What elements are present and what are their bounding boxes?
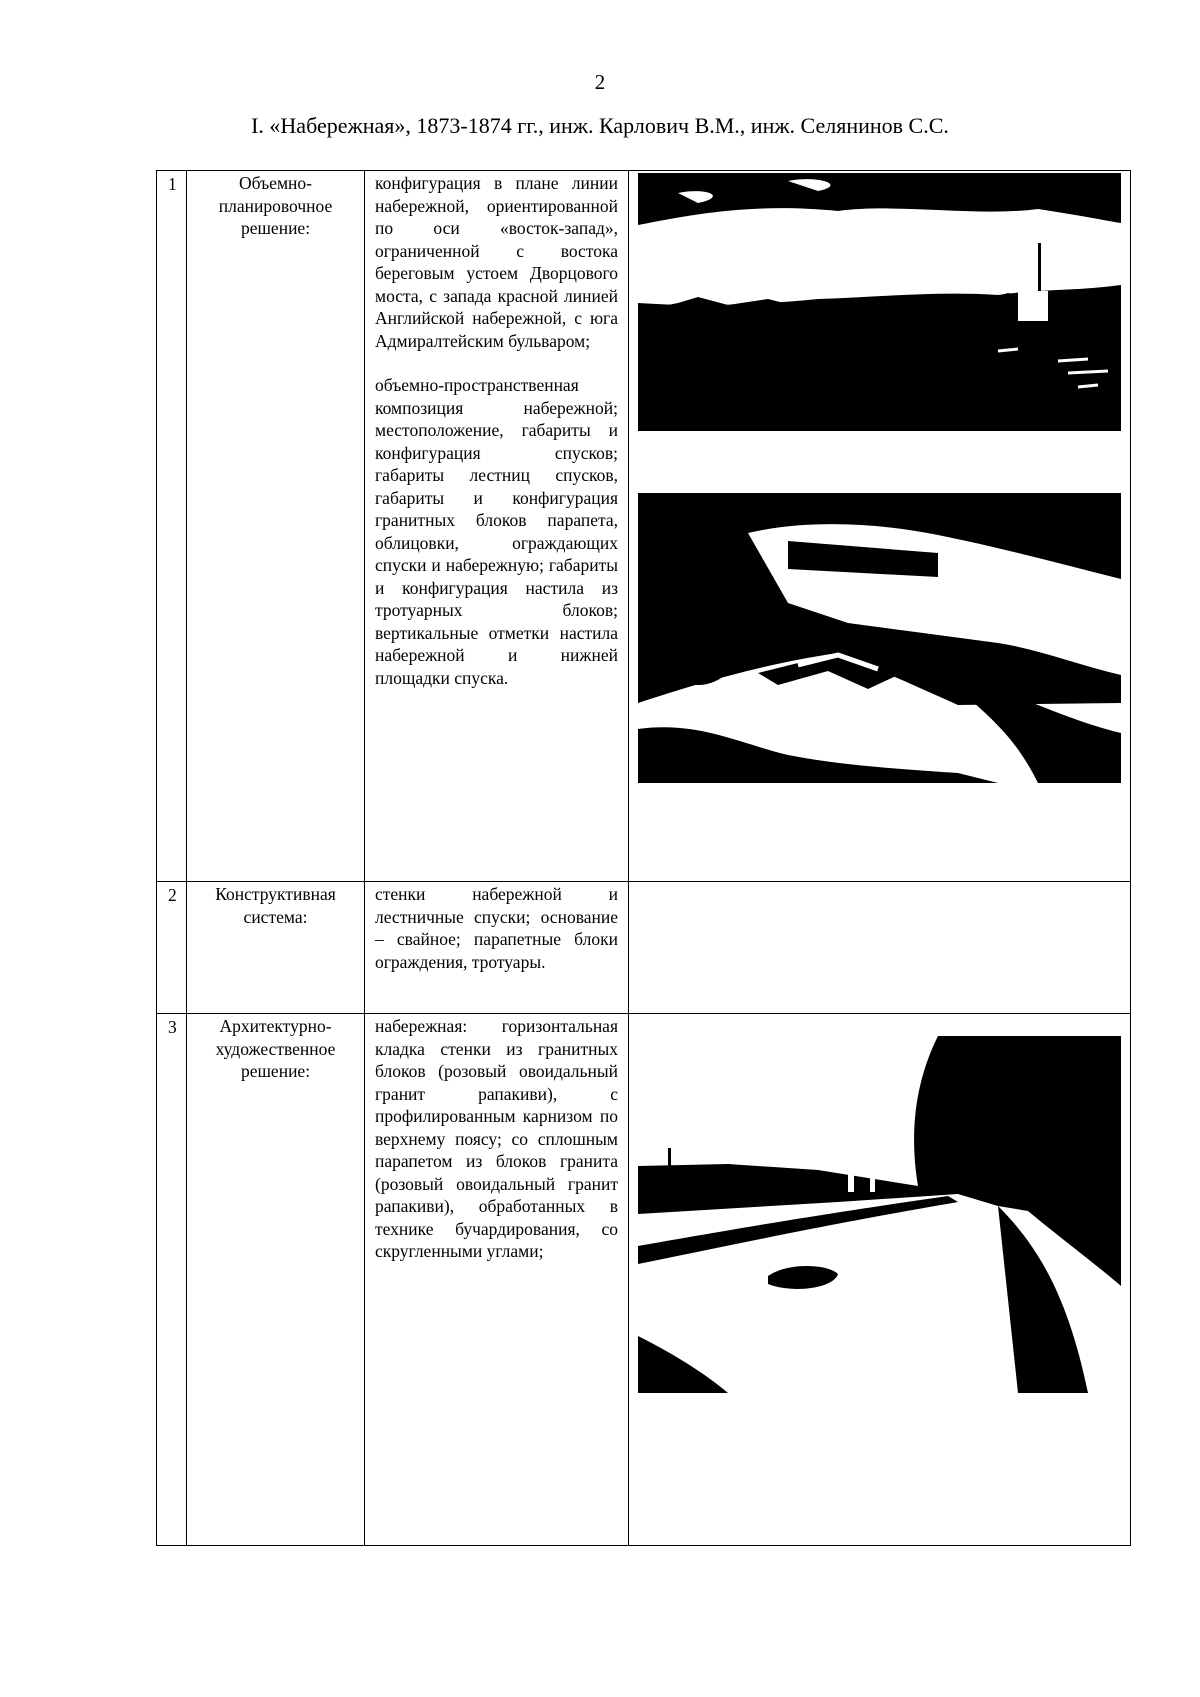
row-category: Архитектурно-художественное решение:: [187, 1014, 365, 1546]
granite-descent-photo: [638, 493, 1121, 783]
row-category: Конструктивная система:: [187, 882, 365, 1014]
page-number: 2: [594, 70, 606, 94]
heritage-table: [156, 170, 1131, 1546]
table-row: [157, 882, 1131, 1014]
description-paragraph: конфигурация в плане линии набережной, ориентированной по оси «восток-запад», ограниченной с востока береговым устоем Дворцового моста, с запада красной линией Английской набережной, с юга Адмиралтейским бульваром;: [375, 173, 618, 351]
table-row: [157, 1014, 1131, 1546]
row-description: [365, 882, 629, 1014]
table-row: [157, 171, 1131, 882]
row-number: 1: [157, 171, 187, 882]
row-photos: [629, 1014, 1131, 1546]
document-title: I. «Набережная», 1873-1874 гг., инж. Карлович В.М., инж. Селянинов С.С.: [251, 113, 949, 138]
row-category: Объемно-планировочное решение:: [187, 171, 365, 882]
row-photos: [629, 171, 1131, 882]
description-paragraph: объемно-пространственная композиция набережной; местоположение, габариты и конфигурация спусков; габариты лестниц спусков, габариты и конфигурация гранитных блоков парапета, облицовки, ограждающих спуски и набережную; габариты и конфигурация настила из тротуарных блоков; вертикальные отметки настила набережной и нижней площадки спуска.: [375, 375, 618, 688]
river-panorama-photo: [638, 173, 1121, 431]
row-photos: [629, 882, 1131, 1014]
row-number: 2: [157, 882, 187, 1014]
description-paragraph: набережная: горизонтальная кладка стенки из гранитных блоков (розовый овоидальный гранит рапакиви), с профилированным карнизом по верхнему поясу; со сплошным парапетом из блоков гранита (розовый овоидальный гранит рапакиви), обработанных в технике бучардирования, со скругленными углами;: [375, 1016, 618, 1261]
row-description: [365, 171, 629, 882]
row-number: 3: [157, 1014, 187, 1546]
embankment-walkway-photo: [638, 1036, 1121, 1393]
description-paragraph: стенки набережной и лестничные спуски; основание – свайное; парапетные блоки ограждения, тротуары.: [375, 884, 618, 972]
row-description: [365, 1014, 629, 1546]
